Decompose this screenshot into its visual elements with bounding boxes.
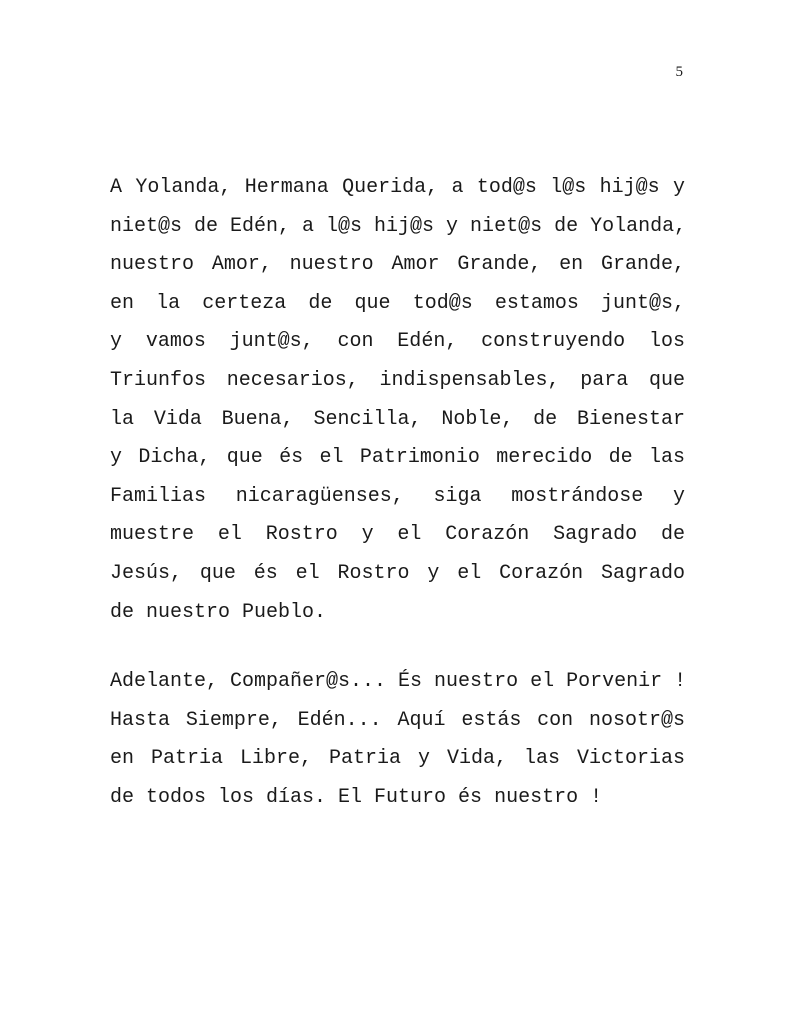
text-line: Jesús, que és el Rostro y el Corazón Sagrado bbox=[110, 561, 685, 585]
text-line: Familias nicaragüenses, siga mostrándose y bbox=[110, 484, 685, 508]
text-line: y vamos junt@s, con Edén, construyendo los bbox=[110, 330, 685, 354]
text-line: de todos los días. El Futuro és nuestro ! bbox=[110, 785, 603, 809]
paragraph-closing bbox=[110, 663, 685, 817]
text-line: muestre el Rostro y el Corazón Sagrado de bbox=[110, 523, 685, 547]
page-number: 5 bbox=[675, 64, 683, 80]
text-line: Adelante, Compañer@s... És nuestro el Porvenir ! bbox=[110, 670, 687, 693]
text-line: A Yolanda, Hermana Querida, a tod@s l@s hij@s y bbox=[110, 176, 685, 199]
text-line: en la certeza de que tod@s estamos junt@s, bbox=[110, 291, 685, 315]
text-line: Hasta Siempre, Edén... Aquí estás con nosotr@s bbox=[110, 708, 685, 732]
paragraph-dedication bbox=[110, 169, 685, 632]
text-line: y Dicha, que és el Patrimonio merecido de las bbox=[110, 446, 685, 470]
text-line: de nuestro Pueblo. bbox=[110, 600, 327, 624]
text-line: la Vida Buena, Sencilla, Noble, de Bienestar bbox=[110, 407, 685, 431]
text-line: en Patria Libre, Patria y Vida, las Victorias bbox=[110, 747, 685, 771]
text-line: nuestro Amor, nuestro Amor Grande, en Grande, bbox=[110, 253, 685, 277]
text-line: niet@s de Edén, a l@s hij@s y niet@s de Yolanda, bbox=[110, 214, 687, 238]
text-line: Triunfos necesarios, indispensables, para que bbox=[110, 368, 685, 392]
